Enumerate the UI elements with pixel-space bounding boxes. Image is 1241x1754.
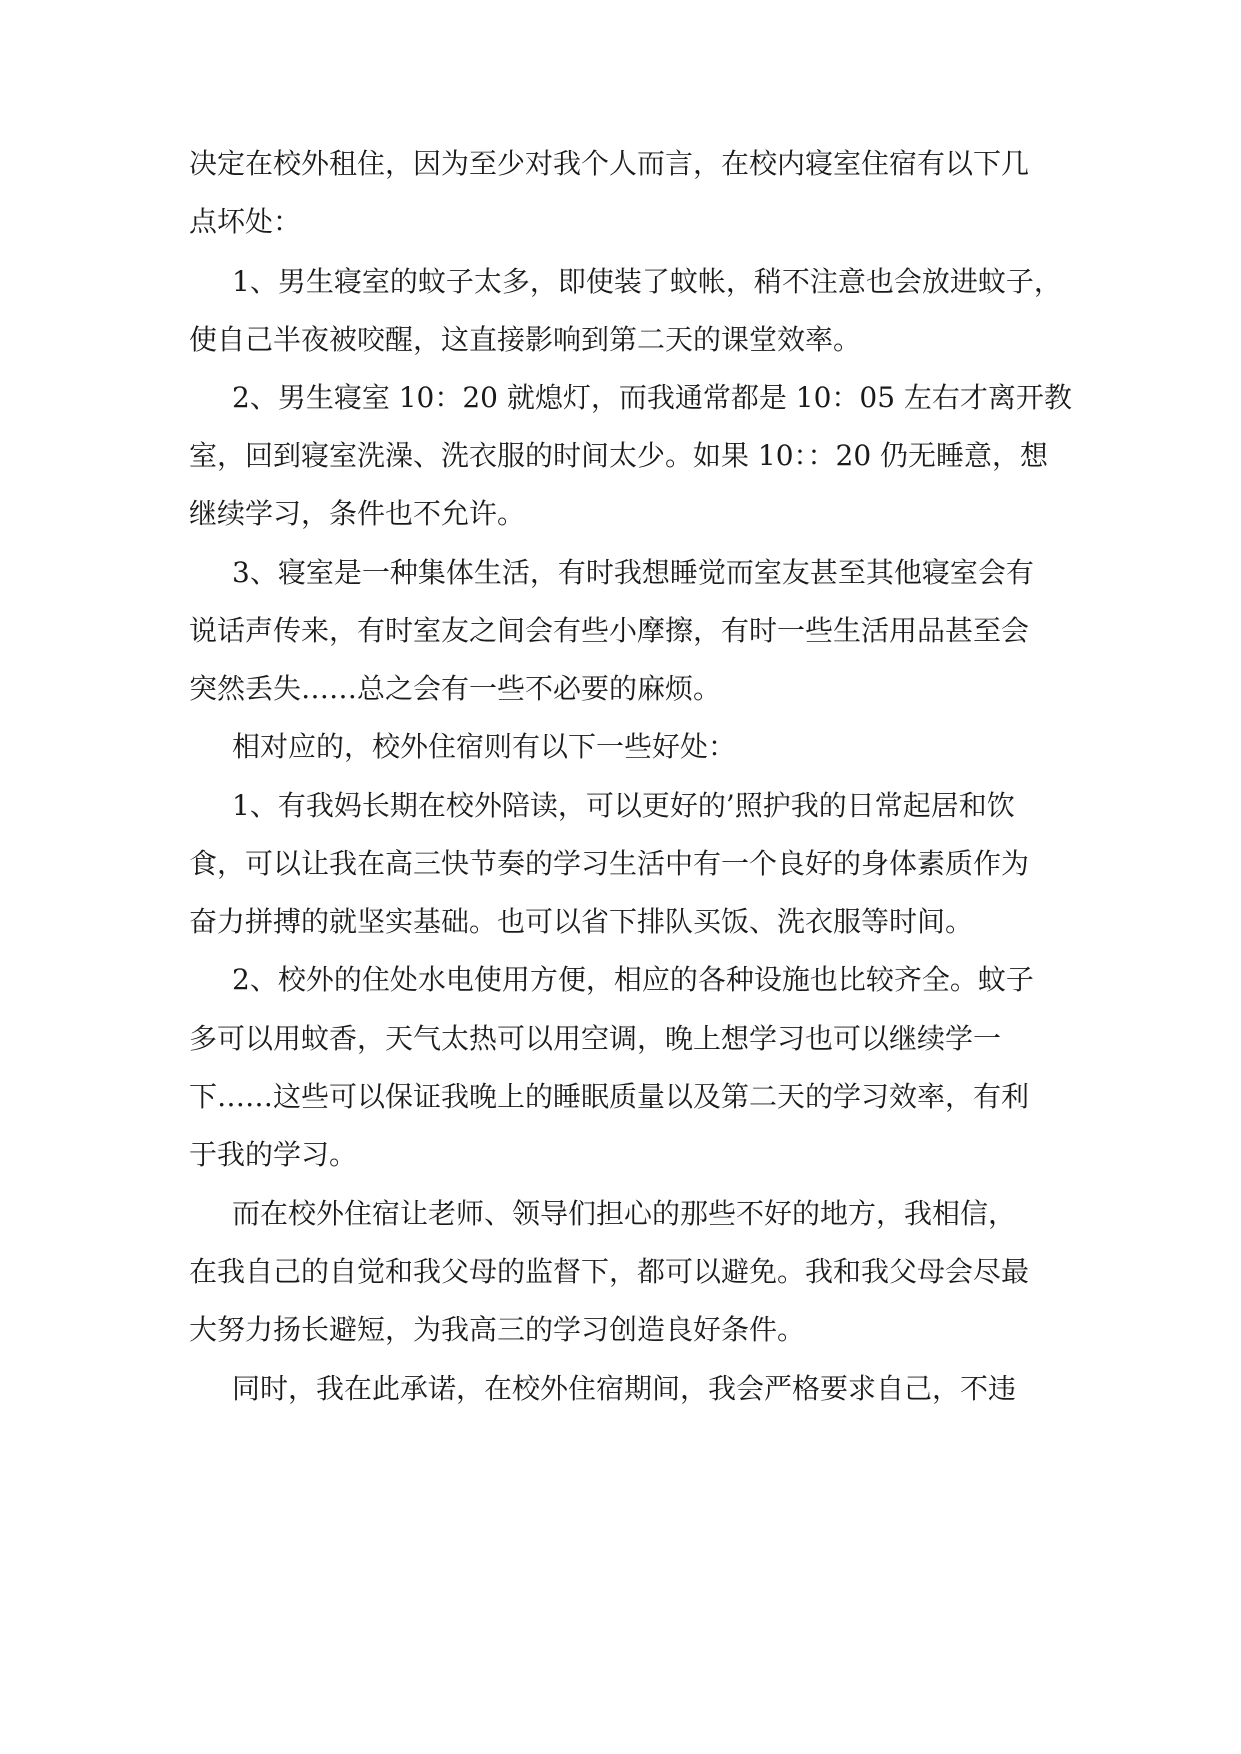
text-line: 而在校外住宿让老师、领导们担心的那些不好的地方，我相信，: [232, 1197, 1017, 1230]
text-line: 同时，我在此承诺，在校外住宿期间，我会严格要求自己，不违: [232, 1372, 1017, 1405]
text-line: 1、男生寝室的蚊子太多，即使装了蚊帐，稍不注意也会放进蚊子，: [232, 265, 1062, 298]
text-line: 使自己半夜被咬醒，这直接影响到第二天的课堂效率。: [189, 323, 862, 356]
text-line: 1、有我妈长期在校外陪读，可以更好的’照护我的日常起居和饮: [232, 789, 1015, 822]
text-line: 相对应的，校外住宿则有以下一些好处：: [232, 730, 737, 763]
text-line: 点坏处：: [189, 205, 302, 238]
text-line: 2、男生寝室 10：20 就熄灯，而我通常都是 10：05 左右才离开教: [232, 381, 1072, 414]
text-line: 2、校外的住处水电使用方便，相应的各种设施也比较齐全。蚊子: [232, 963, 1034, 996]
text-line: 继续学习，条件也不允许。: [189, 497, 526, 530]
text-line: 室，回到寝室洗澡、洗衣服的时间太少。如果 10：：20 仍无睡意，想: [189, 439, 1049, 472]
text-line: 奋力拼搏的就坚实基础。也可以省下排队买饭、洗衣服等时间。: [189, 905, 974, 938]
text-line: 说话声传来，有时室友之间会有些小摩擦，有时一些生活用品甚至会: [189, 614, 1030, 647]
text-line: 决定在校外租住，因为至少对我个人而言，在校内寝室住宿有以下几: [189, 147, 1030, 180]
text-line: 下……这些可以保证我晚上的睡眠质量以及第二天的学习效率，有利: [189, 1080, 1030, 1113]
text-line: 食，可以让我在高三快节奏的学习生活中有一个良好的身体素质作为: [189, 847, 1030, 880]
text-line: 在我自己的自觉和我父母的监督下，都可以避免。我和我父母会尽最: [189, 1255, 1030, 1288]
text-line: 3、寝室是一种集体生活，有时我想睡觉而室友甚至其他寝室会有: [232, 556, 1034, 589]
text-line: 突然丢失……总之会有一些不必要的麻烦。: [189, 672, 722, 705]
text-line: 大努力扬长避短，为我高三的学习创造良好条件。: [189, 1313, 806, 1346]
text-line: 多可以用蚊香，天气太热可以用空调，晚上想学习也可以继续学一: [189, 1022, 1002, 1055]
text-line: 于我的学习。: [189, 1138, 358, 1171]
